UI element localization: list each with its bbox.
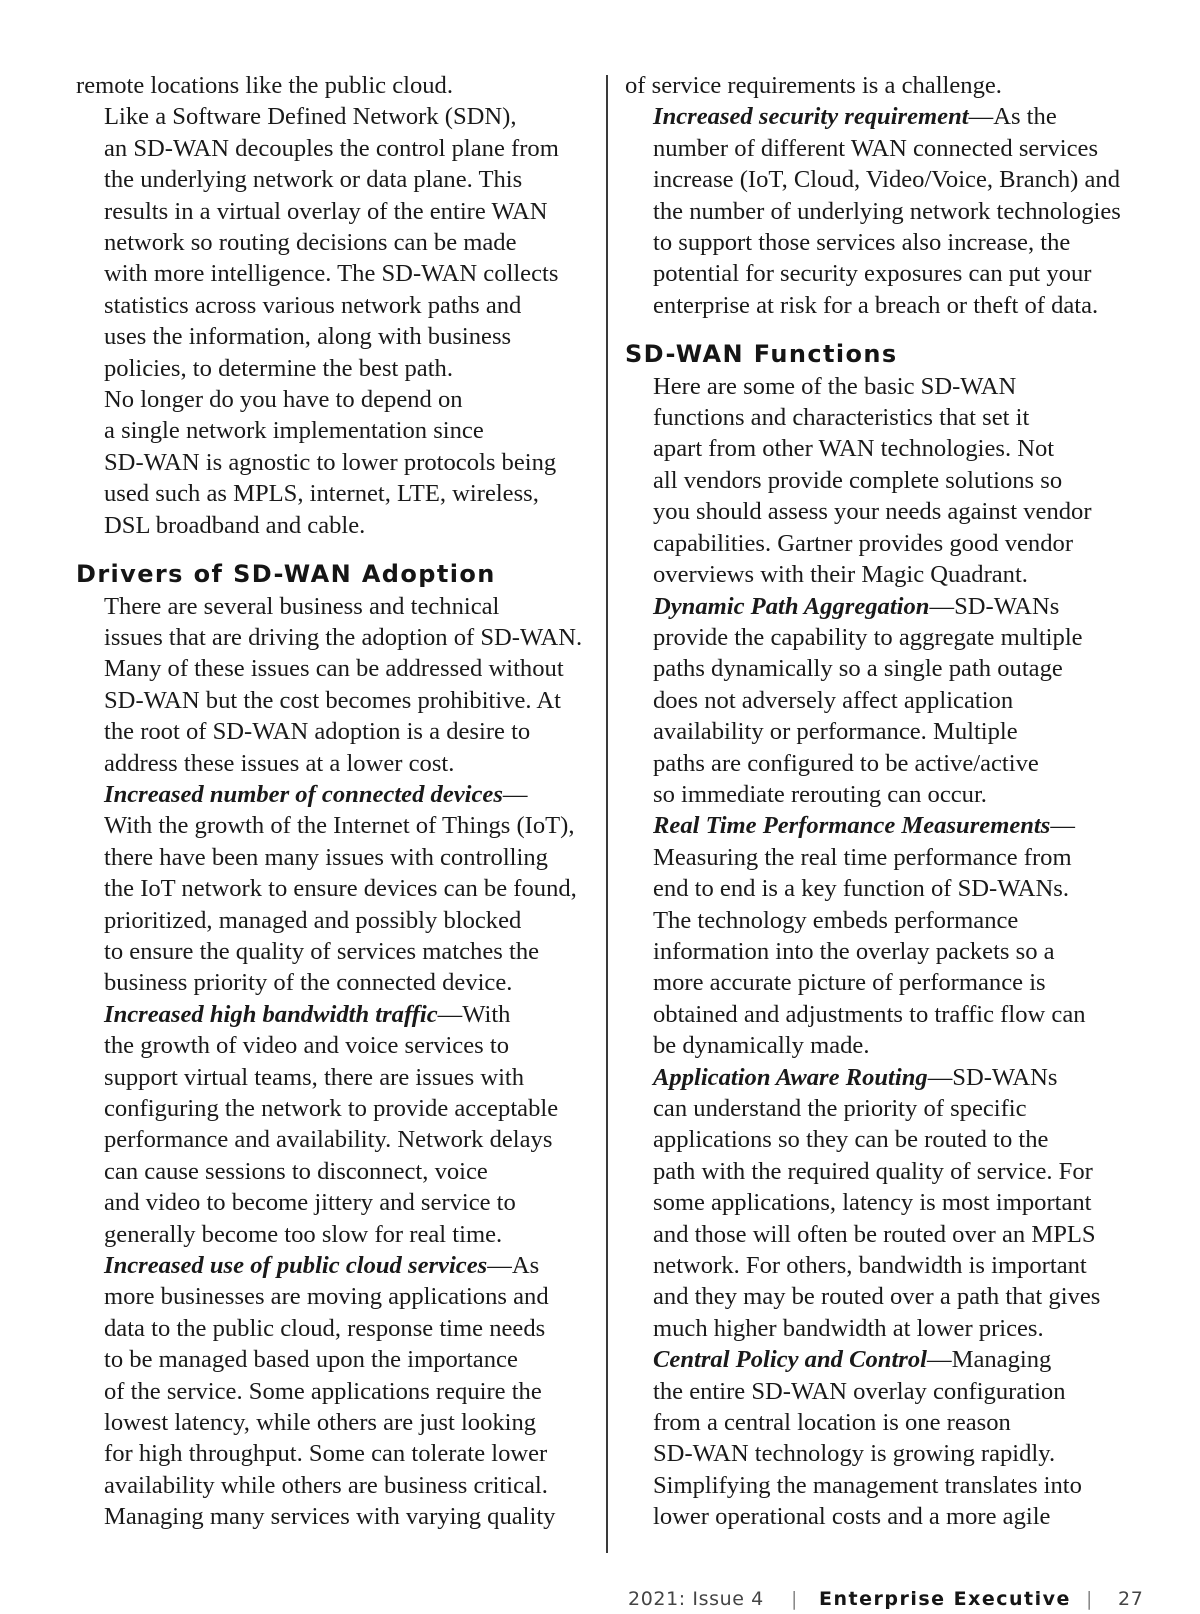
magazine-title: Enterprise Executive: [819, 1588, 1071, 1610]
text-line: does not adversely affect application: [653, 686, 1014, 714]
text-line: the root of SD-WAN adoption is a desire to: [104, 718, 531, 746]
text-line: apart from other WAN technologies. Not: [653, 435, 1055, 463]
paragraph: [625, 101, 1140, 321]
text-line: from a central location is one reason: [653, 1409, 1011, 1437]
text-line: DSL broadband and cable.: [104, 511, 366, 539]
text-line: and video to become jittery and service to: [104, 1189, 516, 1217]
text-line: Simplifying the management translates into: [653, 1471, 1082, 1499]
paragraph: [76, 101, 588, 384]
text-line: to ensure the quality of services matches the: [104, 937, 540, 965]
paragraph: [625, 810, 1140, 1061]
paragraph: [76, 779, 588, 999]
text-line: No longer do you have to depend on: [104, 386, 463, 414]
text-run: —As the: [968, 103, 1057, 131]
text-line: of the service. Some applications require the: [104, 1377, 542, 1405]
text-line: much higher bandwidth at lower prices.: [653, 1314, 1044, 1342]
paragraph: [625, 591, 1140, 811]
text-line: the entire SD-WAN overlay configuration: [653, 1377, 1066, 1405]
text-line: [625, 591, 1140, 622]
paragraph: [76, 384, 588, 541]
text-line: there have been many issues with controlling: [104, 843, 548, 871]
run-in-heading: Increased security requirement: [653, 103, 969, 131]
text-line: all vendors provide complete solutions so: [653, 466, 1063, 494]
text-line: number of different WAN connected services: [653, 134, 1099, 162]
text-line: of service requirements is a challenge.: [625, 72, 1002, 99]
text-line: configuring the network to provide acceptable: [104, 1095, 559, 1122]
issue-label: 2021: Issue 4: [628, 1588, 764, 1610]
text-line: end to end is a key function of SD-WANs.: [653, 875, 1069, 903]
text-line: statistics across various network paths and: [104, 291, 522, 319]
text-line: increase (IoT, Cloud, Video/Voice, Branch) and: [653, 166, 1121, 194]
text-line: Like a Software Defined Network (SDN),: [104, 103, 517, 131]
text-line: SD-WAN but the cost becomes prohibitive. At: [104, 686, 561, 714]
text-line: uses the information, along with business: [104, 323, 512, 351]
run-in-heading: Increased use of public cloud services: [104, 1252, 488, 1280]
text-line: to support those services also increase, the: [653, 229, 1071, 257]
text-line: you should assess your needs against vendor: [653, 498, 1092, 526]
text-line: availability while others are business critical.: [104, 1471, 548, 1499]
text-run: —: [1050, 812, 1075, 840]
run-in-heading: Dynamic Path Aggregation: [653, 592, 930, 620]
text-line: provide the capability to aggregate multiple: [653, 623, 1083, 651]
text-line: SD-WAN technology is growing rapidly.: [653, 1440, 1056, 1468]
text-line: policies, to determine the best path.: [104, 354, 453, 382]
run-in-heading: Application Aware Routing: [653, 1063, 928, 1091]
text-line: potential for security exposures can put your: [653, 260, 1092, 288]
text-line: Measuring the real time performance from: [653, 843, 1072, 871]
text-line: the IoT network to ensure devices can be found,: [104, 875, 577, 903]
text-line: be dynamically made.: [653, 1032, 870, 1060]
section-heading: SD-WAN Functions: [625, 340, 898, 369]
text-line: availability or performance. Multiple: [653, 718, 1018, 746]
text-line: Managing many services with varying quality: [104, 1503, 556, 1531]
text-line: paths are configured to be active/active: [653, 749, 1039, 777]
footer-separator: |: [1086, 1588, 1093, 1610]
text-line: paths dynamically so a single path outage: [653, 655, 1063, 683]
run-in-heading: Increased high bandwidth traffic: [104, 1000, 438, 1028]
page-footer: [628, 1584, 1154, 1614]
text-line: [625, 810, 1140, 841]
page-number: 27: [1118, 1588, 1144, 1610]
paragraph: [76, 591, 588, 779]
text-line: The technology embeds performance: [653, 906, 1019, 934]
text-line: overviews with their Magic Quadrant.: [653, 561, 1028, 589]
paragraph: [625, 1344, 1140, 1532]
column-divider: [606, 75, 608, 1553]
text-run: —With: [437, 1000, 511, 1028]
text-line: results in a virtual overlay of the entire WAN: [104, 197, 548, 225]
text-run: —Managing: [926, 1346, 1052, 1374]
text-line: used such as MPLS, internet, LTE, wireless,: [104, 480, 539, 508]
text-line: prioritized, managed and possibly blocked: [104, 906, 522, 934]
text-line: support virtual teams, there are issues with: [104, 1063, 525, 1091]
text-line: [625, 101, 1140, 132]
left-column: [76, 70, 588, 1533]
text-line: network. For others, bandwidth is important: [653, 1252, 1087, 1280]
text-line: There are several business and technical: [104, 592, 500, 620]
text-line: can understand the priority of specific: [653, 1095, 1027, 1122]
text-line: and those will often be routed over an MPLS: [653, 1220, 1096, 1248]
text-line: the underlying network or data plane. This: [104, 166, 523, 194]
paragraph: [76, 1250, 588, 1533]
text-line: functions and characteristics that set it: [653, 404, 1030, 432]
run-in-heading: Increased number of connected devices: [104, 780, 503, 808]
text-line: the number of underlying network technologies: [653, 197, 1121, 225]
text-run: —SD-WANs: [927, 1063, 1058, 1091]
text-line: enterprise at risk for a breach or theft of data.: [653, 291, 1099, 319]
text-line: path with the required quality of service. For: [653, 1157, 1093, 1185]
text-line: the growth of video and voice services to: [104, 1032, 509, 1060]
text-line: SD-WAN is agnostic to lower protocols being: [104, 448, 557, 476]
text-line: to be managed based upon the importance: [104, 1346, 518, 1374]
footer-separator: |: [791, 1588, 798, 1610]
text-line: data to the public cloud, response time needs: [104, 1314, 546, 1342]
text-line: [625, 1344, 1140, 1375]
text-line: more accurate picture of performance is: [653, 969, 1046, 997]
run-in-heading: Central Policy and Control: [653, 1346, 927, 1374]
text-line: information into the overlay packets so a: [653, 937, 1055, 965]
text-line: for high throughput. Some can tolerate lower: [104, 1440, 548, 1468]
paragraph: [76, 999, 588, 1250]
text-line: Many of these issues can be addressed without: [104, 655, 564, 683]
text-line: address these issues at a lower cost.: [104, 749, 455, 777]
text-line: and they may be routed over a path that gives: [653, 1283, 1101, 1311]
text-line: capabilities. Gartner provides good vendor: [653, 529, 1074, 557]
paragraph: [625, 1062, 1140, 1345]
text-line: Here are some of the basic SD-WAN: [653, 372, 1017, 400]
text-line: lowest latency, while others are just looking: [104, 1409, 537, 1437]
text-line: an SD-WAN decouples the control plane from: [104, 134, 559, 162]
paragraph: [76, 70, 588, 101]
text-line: issues that are driving the adoption of SD-WAN.: [104, 623, 583, 651]
text-line: lower operational costs and a more agile: [653, 1503, 1051, 1531]
run-in-heading: Real Time Performance Measurements: [653, 812, 1051, 840]
text-line: obtained and adjustments to traffic flow can: [653, 1000, 1086, 1028]
text-line: some applications, latency is most important: [653, 1189, 1092, 1217]
text-line: can cause sessions to disconnect, voice: [104, 1157, 488, 1185]
text-line: remote locations like the public cloud.: [76, 72, 454, 99]
right-column: [625, 70, 1140, 1533]
text-run: —SD-WANs: [929, 592, 1060, 620]
text-line: network so routing decisions can be made: [104, 229, 517, 257]
text-line: applications so they can be routed to the: [653, 1126, 1049, 1154]
text-line: generally become too slow for real time.: [104, 1220, 503, 1248]
text-line: [76, 1250, 588, 1281]
text-line: [625, 1062, 1140, 1093]
text-line: more businesses are moving applications and: [104, 1283, 549, 1311]
paragraph: [625, 70, 1140, 101]
text-line: with more intelligence. The SD-WAN collects: [104, 260, 559, 288]
text-line: business priority of the connected device.: [104, 969, 513, 997]
text-line: so immediate rerouting can occur.: [653, 780, 987, 808]
text-run: —: [502, 780, 528, 808]
text-run: —As: [487, 1252, 540, 1280]
text-line: performance and availability. Network delays: [104, 1126, 553, 1154]
text-line: [76, 999, 588, 1030]
section-heading: Drivers of SD-WAN Adoption: [76, 560, 496, 589]
text-line: [76, 779, 588, 810]
text-line: With the growth of the Internet of Things (IoT),: [104, 812, 575, 840]
text-line: a single network implementation since: [104, 417, 484, 445]
paragraph: [625, 371, 1140, 591]
